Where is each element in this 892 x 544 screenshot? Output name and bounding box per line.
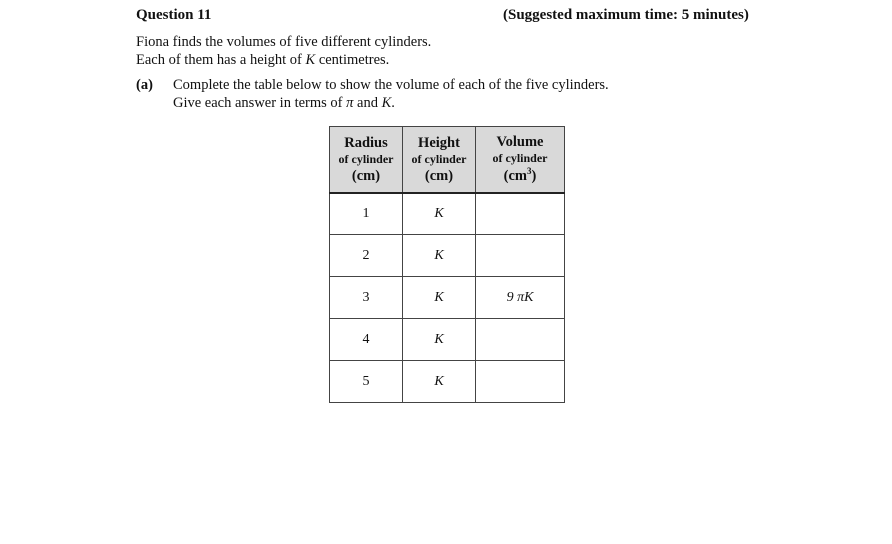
radius-cell: 2 [330,235,403,277]
header-height-unit: (cm) [424,167,454,184]
variable-k: K [305,52,316,68]
variable-k: K [381,95,392,111]
volume-answer-cell[interactable] [476,319,565,361]
height-cell: K [403,319,476,361]
part-a-line-2-start: Give each answer in terms of [173,95,347,111]
height-cell: K [403,277,476,319]
header-height-title: Height [418,134,460,151]
volume-answer-cell[interactable] [476,193,565,235]
intro-line-2-end: centimetres. [315,52,390,68]
part-a-label: (a) [136,77,153,93]
part-a-instructions [173,76,609,112]
part-a-line-2 [173,94,609,112]
header-volume-title: Volume [496,134,544,151]
table-row [330,277,565,319]
header-volume [476,127,565,193]
table-row [330,319,565,361]
part-a-line-2-end: . [391,95,395,111]
intro-line-1: Fiona finds the volumes of five different cylinders. [136,34,432,50]
height-cell: K [403,235,476,277]
unit-close: ) [531,168,537,185]
table-row [330,361,565,403]
header-volume-sub: of cylinder [492,151,548,166]
header-radius [330,127,403,193]
cylinder-volume-table [329,126,565,403]
header-radius-unit: (cm) [351,167,381,184]
volume-answer-cell[interactable] [476,235,565,277]
table-header-row [330,127,565,193]
volume-given-cell: 9 πK [476,277,565,319]
suggested-time: (Suggested maximum time: 5 minutes) [503,7,749,23]
header-radius-sub: of cylinder [338,151,394,166]
height-cell: K [403,193,476,235]
intro-line-2 [136,51,431,69]
unit-cubed: 3 [527,166,532,177]
header-height-sub: of cylinder [411,151,467,166]
height-cell: K [403,361,476,403]
radius-cell: 3 [330,277,403,319]
radius-cell: 1 [330,193,403,235]
question-intro [136,33,431,69]
volume-answer-cell[interactable] [476,361,565,403]
unit-cm: (cm [503,168,527,185]
radius-cell: 5 [330,361,403,403]
header-height [403,127,476,193]
part-a-line-2-mid: and [353,95,382,111]
radius-cell: 4 [330,319,403,361]
pi-symbol: π [346,95,354,111]
table-row [330,235,565,277]
table-row [330,193,565,235]
header-volume-unit [476,166,564,185]
header-radius-title: Radius [344,134,388,151]
question-title: Question 11 [136,7,212,23]
intro-line-2-start: Each of them has a height of [136,52,306,68]
part-a-line-1: Complete the table below to show the volume of each of the five cylinders. [173,77,609,93]
